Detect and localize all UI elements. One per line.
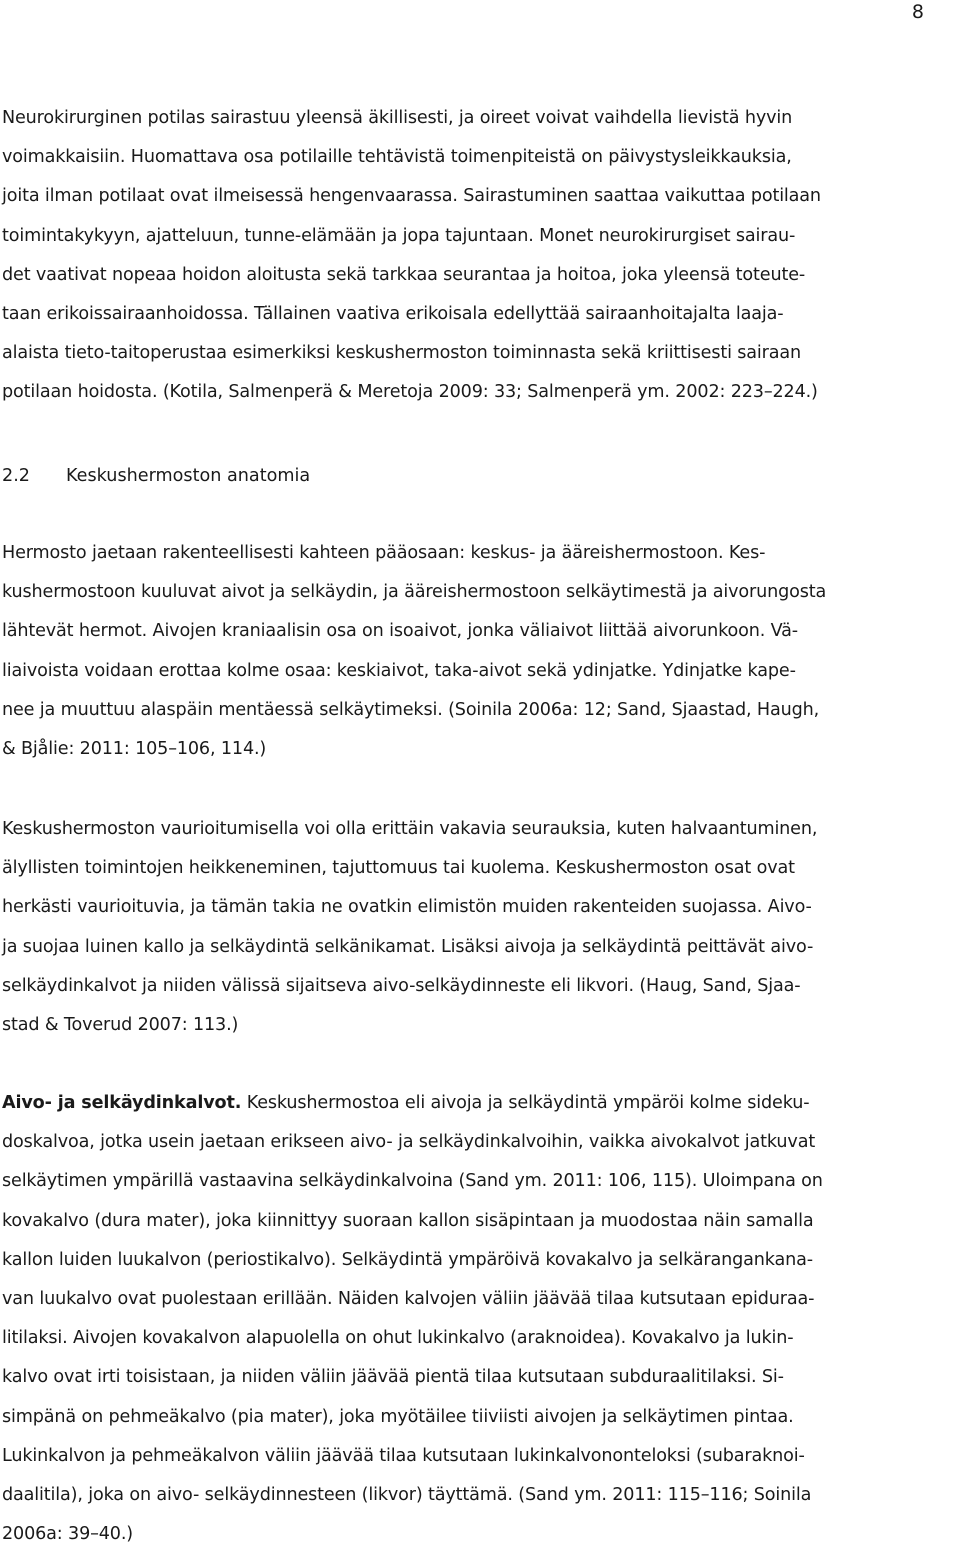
text-line: Hermosto jaetaan rakenteellisesti kahteen pääosaan: keskus- ja ääreishermostoon. Kes-: [2, 543, 766, 563]
text-line: voimakkaisiin. Huomattava osa potilaille tehtävistä toimenpiteistä on päivystysleikkauksia,: [2, 147, 792, 168]
text-line: simpänä on pehmeäkalvo (pia mater), joka myötäilee tiiviisti aivojen ja selkäytimen pintaa.: [2, 1406, 794, 1427]
section-heading: [2, 457, 310, 496]
text-line: älyllisten toimintojen heikkeneminen, tajuttomuus tai kuolema. Keskushermoston osat ovat: [2, 858, 795, 879]
section-title: Keskushermoston anatomia: [66, 466, 311, 486]
text-line: joita ilman potilaat ovat ilmeisessä hengenvaarassa. Sairastuminen saattaa vaikuttaa potilaan: [2, 186, 821, 207]
paragraph-damage: [2, 810, 954, 1045]
text-line: kushermostoon kuuluvat aivot ja selkäydin, ja ääreishermostoon selkäytimestä ja aivorungosta: [2, 582, 827, 603]
text-line: [2, 1084, 954, 1123]
text-line: kovakalvo (dura mater), joka kiinnittyy suoraan kallon sisäpintaan ja muodostaa näin samalla: [2, 1210, 814, 1231]
paragraph-meninges: [2, 1084, 954, 1554]
text-line: potilaan hoidosta. (Kotila, Salmenperä & Meretoja 2009: 33; Salmenperä ym. 2002: 223–224.): [2, 382, 818, 403]
text-fragment: Keskushermostoa eli aivoja ja selkäydintä ympäröi kolme sideku-: [241, 1093, 810, 1113]
text-line: taan erikoissairaanhoidossa. Tällainen vaativa erikoisala edellyttää sairaanhoitajalta laaja-: [2, 304, 784, 325]
text-line: daalitila), joka on aivo- selkäydinnesteen (likvor) täyttämä. (Sand ym. 2011: 115–116; Soinila: [2, 1485, 812, 1506]
text-line: liaivoista voidaan erottaa kolme osaa: keskiaivot, taka-aivot sekä ydinjatke. Ydinjatke kape-: [2, 660, 796, 681]
paragraph-nervous-system: [2, 534, 954, 769]
text-line: Lukinkalvon ja pehmeäkalvon väliin jäävää tilaa kutsutaan lukinkalvononteloksi (subaraknoi-: [2, 1445, 805, 1466]
text-line: selkäydinkalvot ja niiden välissä sijaitseva aivo-selkäydinneste eli likvori. (Haug, Sand, Sjaa-: [2, 975, 801, 996]
text-line: doskalvoa, jotka usein jaetaan erikseen aivo- ja selkäydinkalvoihin, vaikka aivokalvot jatkuvat: [2, 1132, 816, 1153]
text-line: alaista tieto-taitoperustaa esimerkiksi keskushermoston toiminnasta sekä kriittisesti sairaan: [2, 343, 802, 364]
text-line: selkäytimen ympärillä vastaavina selkäydinkalvoina (Sand ym. 2011: 106, 115). Uloimpana on: [2, 1171, 823, 1192]
text-line: & Bjålie: 2011: 105–106, 114.): [2, 739, 267, 760]
text-line: kallon luiden luukalvon (periostikalvo). Selkäydintä ympäröivä kovakalvo ja selkärangankana-: [2, 1249, 813, 1270]
text-line: Keskushermoston vaurioitumisella voi olla erittäin vakavia seurauksia, kuten halvaantuminen,: [2, 819, 818, 839]
text-line: det vaativat nopeaa hoidon aloitusta sekä tarkkaa seurantaa ja hoitoa, joka yleensä toteute-: [2, 264, 806, 285]
text-line: litilaksi. Aivojen kovakalvon alapuolella on ohut lukinkalvo (araknoidea). Kovakalvo ja lukin-: [2, 1328, 794, 1349]
text-line: nee ja muuttuu alaspäin mentäessä selkäytimeksi. (Soinila 2006a: 12; Sand, Sjaastad, Haugh,: [2, 699, 820, 720]
text-line: kalvo ovat irti toisistaan, ja niiden väliin jäävää pientä tilaa kutsutaan subduraalitilaksi. Si-: [2, 1367, 784, 1388]
text-line: ja suojaa luinen kallo ja selkäydintä selkänikamat. Lisäksi aivoja ja selkäydintä peittävät aivo-: [2, 936, 814, 957]
text-line: van luukalvo ovat puolestaan erillään. Näiden kalvojen väliin jäävää tilaa kutsutaan epiduraa-: [2, 1289, 815, 1310]
text-line: herkästi vaurioituvia, ja tämän takia ne ovatkin elimistön muiden rakenteiden suojassa. Aivo-: [2, 897, 812, 918]
text-line: toimintakykyyn, ajatteluun, tunne-elämään ja jopa tajuntaan. Monet neurokirurgiset sairau-: [2, 225, 796, 246]
section-number: 2.2: [2, 466, 30, 486]
text-line: 2006a: 39–40.): [2, 1524, 134, 1545]
text-line: lähtevät hermot. Aivojen kraniaalisin osa on isoaivot, jonka väliaivot liittää aivorunkoon. Vä-: [2, 621, 798, 642]
text-line: stad & Toverud 2007: 113.): [2, 1015, 239, 1036]
text-line: Neurokirurginen potilas sairastuu yleensä äkillisesti, ja oireet voivat vaihdella lievistä hyvin: [2, 108, 793, 128]
paragraph-intro: [2, 99, 954, 413]
bold-lead-term: Aivo- ja selkäydinkalvot.: [2, 1093, 242, 1113]
page-number: 8: [911, 1, 924, 23]
